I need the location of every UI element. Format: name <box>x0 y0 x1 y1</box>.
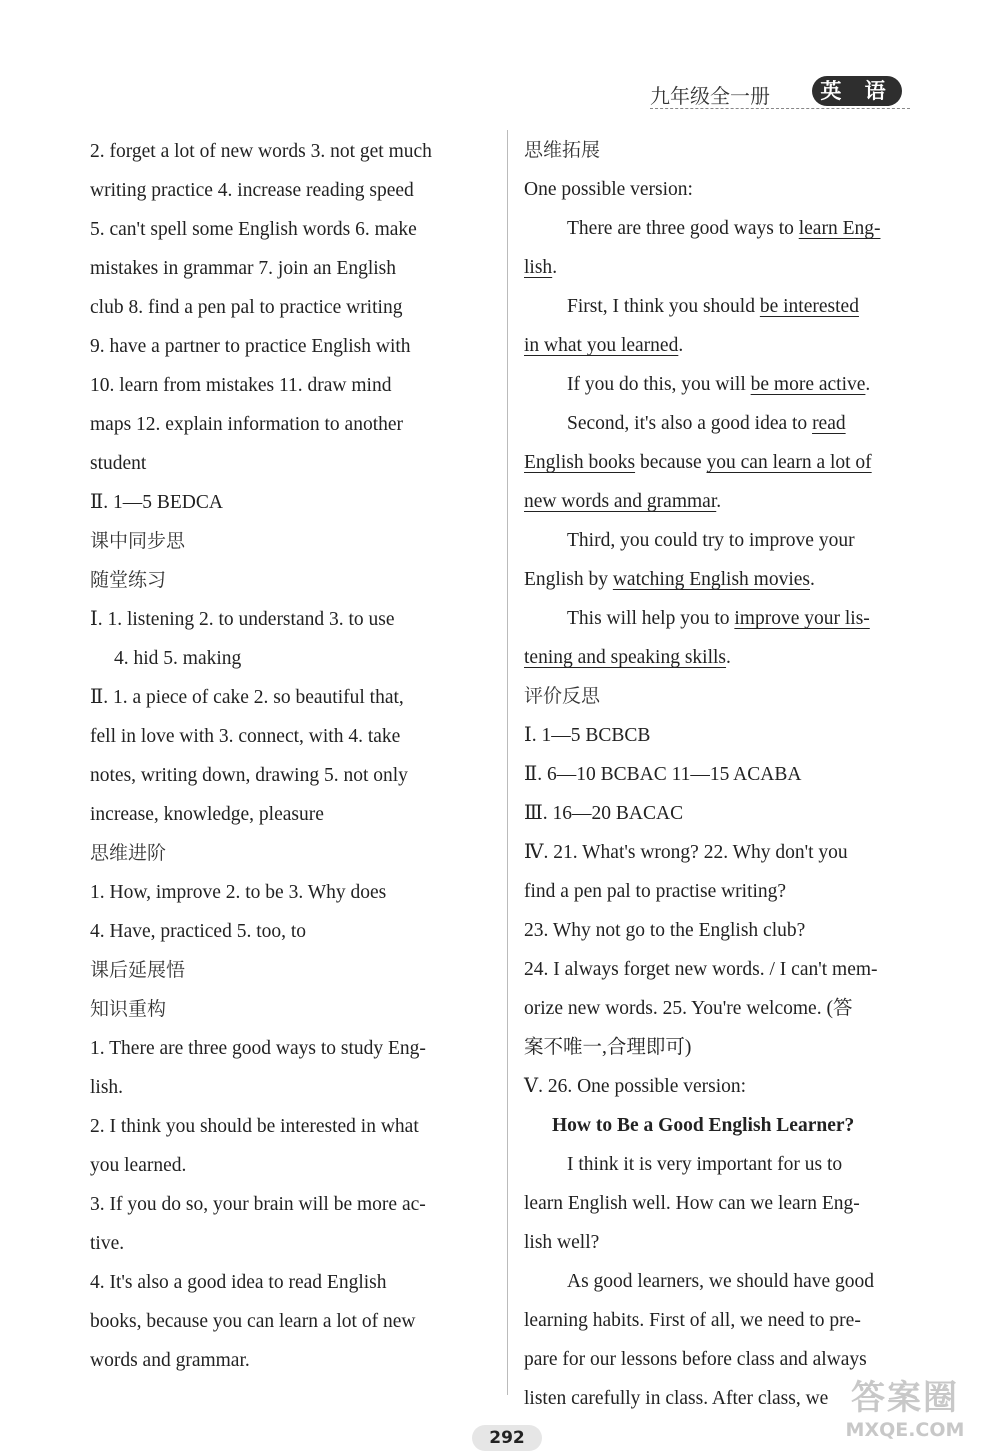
section-heading: 知识重构 <box>90 998 167 1020</box>
filled-blank: you can learn a lot of <box>706 452 872 473</box>
text-run: . <box>810 569 815 590</box>
answer-line: club 8. find a pen pal to practice writing <box>90 297 403 318</box>
answer-line <box>524 443 924 482</box>
answer-line: 1. How, improve 2. to be 3. Why does <box>90 882 387 903</box>
answer-line: you learned. <box>90 1155 187 1176</box>
answer-line <box>524 599 924 638</box>
answer-line: listen carefully in class. After class, we <box>524 1388 829 1409</box>
filled-blank: be interested <box>759 296 859 317</box>
filled-blank: read <box>812 413 846 434</box>
answer-line: mistakes in grammar 7. join an English <box>90 258 396 279</box>
answer-line: I think it is very important for us to <box>567 1154 843 1175</box>
answer-line: 4. Have, practiced 5. too, to <box>90 921 307 942</box>
section-heading: 课中同步思 <box>90 530 186 552</box>
text-run: There are three good ways to <box>567 218 799 239</box>
filled-blank: lish <box>524 257 553 278</box>
subject-badge: 英 语 <box>812 76 902 106</box>
answer-line: 案不唯一,合理即可) <box>524 1037 692 1058</box>
answer-line: notes, writing down, drawing 5. not only <box>90 765 408 786</box>
answer-line: 23. Why not go to the English club? <box>524 920 806 941</box>
answer-line: Ⅱ. 6—10 BCBAC 11—15 ACABA <box>524 764 802 785</box>
column-divider <box>507 130 508 1395</box>
answer-line <box>524 482 924 521</box>
answer-line: 10. learn from mistakes 11. draw mind <box>90 375 392 396</box>
text-run: English by <box>524 569 613 590</box>
answer-line: Third, you could try to improve your <box>567 530 855 551</box>
text-run: . <box>716 491 722 512</box>
answer-line: 2. forget a lot of new words 3. not get much <box>90 141 432 162</box>
answer-line: writing practice 4. increase reading speed <box>90 180 414 201</box>
answer-line: 4. hid 5. making <box>114 648 242 669</box>
answer-line: One possible version: <box>524 179 693 200</box>
text-run: . <box>552 257 558 278</box>
answer-line: 4. It's also a good idea to read English <box>90 1272 387 1293</box>
text-run: If you do this, you will <box>567 374 751 395</box>
filled-blank: new words and grammar <box>524 491 717 512</box>
watermark-logo-icon: 答案圈 <box>851 1378 959 1418</box>
answer-line: 1. There are three good ways to study Eng- <box>90 1038 426 1059</box>
filled-blank: improve your lis- <box>734 608 870 629</box>
answer-line: student <box>90 453 147 474</box>
answer-line: maps 12. explain information to another <box>90 414 404 435</box>
answer-line: Ⅳ. 21. What's wrong? 22. Why don't you <box>524 842 848 863</box>
answer-line: Ⅱ. 1. a piece of cake 2. so beautiful that, <box>90 687 404 708</box>
answer-line <box>524 404 924 443</box>
watermark-url: MXQE.COM <box>845 1419 965 1441</box>
text-run: . <box>678 335 684 356</box>
right-column <box>524 131 924 1418</box>
answer-line: learn English well. How can we learn Eng- <box>524 1193 860 1214</box>
text-run: First, I think you should <box>567 296 760 317</box>
answer-line: tive. <box>90 1233 125 1254</box>
filled-blank: tening and speaking skills <box>524 647 727 668</box>
answer-line: increase, knowledge, pleasure <box>90 804 324 825</box>
section-heading: 思维进阶 <box>90 842 167 864</box>
text-run: Second, it's also a good idea to <box>567 413 813 434</box>
answer-line: Ⅰ. 1. listening 2. to understand 3. to use <box>90 609 395 630</box>
answer-line: lish well? <box>524 1232 600 1253</box>
answer-line <box>524 560 924 599</box>
text-run: . <box>726 647 731 668</box>
filled-blank: English books <box>524 452 636 473</box>
answer-line: learning habits. First of all, we need to pre- <box>524 1310 861 1331</box>
left-column <box>90 132 490 1380</box>
answer-line <box>524 248 924 287</box>
answer-line <box>524 326 924 365</box>
answer-line <box>524 638 924 677</box>
answer-line: find a pen pal to practise writing? <box>524 881 787 902</box>
answer-line: pare for our lessons before class and always <box>524 1349 867 1370</box>
answer-line: books, because you can learn a lot of new <box>90 1311 416 1332</box>
answer-line: orize new words. 25. You're welcome. (答 <box>524 998 853 1019</box>
answer-line <box>524 287 924 326</box>
section-heading: 思维拓展 <box>524 139 601 161</box>
answer-line: words and grammar. <box>90 1350 250 1371</box>
answer-line: 2. I think you should be interested in what <box>90 1116 419 1137</box>
page-header <box>640 70 910 115</box>
header-rule <box>650 108 910 109</box>
answer-line: lish. <box>90 1077 124 1098</box>
essay-title: How to Be a Good English Learner? <box>552 1115 855 1136</box>
answer-line: As good learners, we should have good <box>567 1271 875 1292</box>
grade-label: 九年级全一册 <box>650 86 770 108</box>
answer-line: 3. If you do so, your brain will be more ac- <box>90 1194 426 1215</box>
answer-line: 9. have a partner to practice English with <box>90 336 411 357</box>
answer-line: 5. can't spell some English words 6. make <box>90 219 417 240</box>
section-heading: 课后延展悟 <box>90 959 186 981</box>
section-heading: 随堂练习 <box>90 569 167 591</box>
answer-line <box>524 365 924 404</box>
answer-line: Ⅰ. 1—5 BCBCB <box>524 725 651 746</box>
answer-line: Ⅲ. 16—20 BACAC <box>524 803 684 824</box>
filled-blank: be more active <box>750 374 866 395</box>
answer-line: 24. I always forget new words. / I can't mem- <box>524 959 878 980</box>
filled-blank: learn Eng- <box>798 218 881 239</box>
page-number: 292 <box>472 1425 542 1451</box>
filled-blank: in what you learned <box>524 335 679 356</box>
answer-line: fell in love with 3. connect, with 4. take <box>90 726 401 747</box>
watermark <box>820 1370 990 1445</box>
answer-line: Ⅱ. 1—5 BEDCA <box>90 492 223 513</box>
answer-line <box>524 209 924 248</box>
text-run: because <box>635 452 707 473</box>
filled-blank: watching English movies <box>612 569 810 590</box>
text-run: This will help you to <box>567 608 735 629</box>
section-heading: 评价反思 <box>524 685 601 707</box>
text-run: . <box>865 374 871 395</box>
answer-line: Ⅴ. 26. One possible version: <box>524 1076 747 1097</box>
